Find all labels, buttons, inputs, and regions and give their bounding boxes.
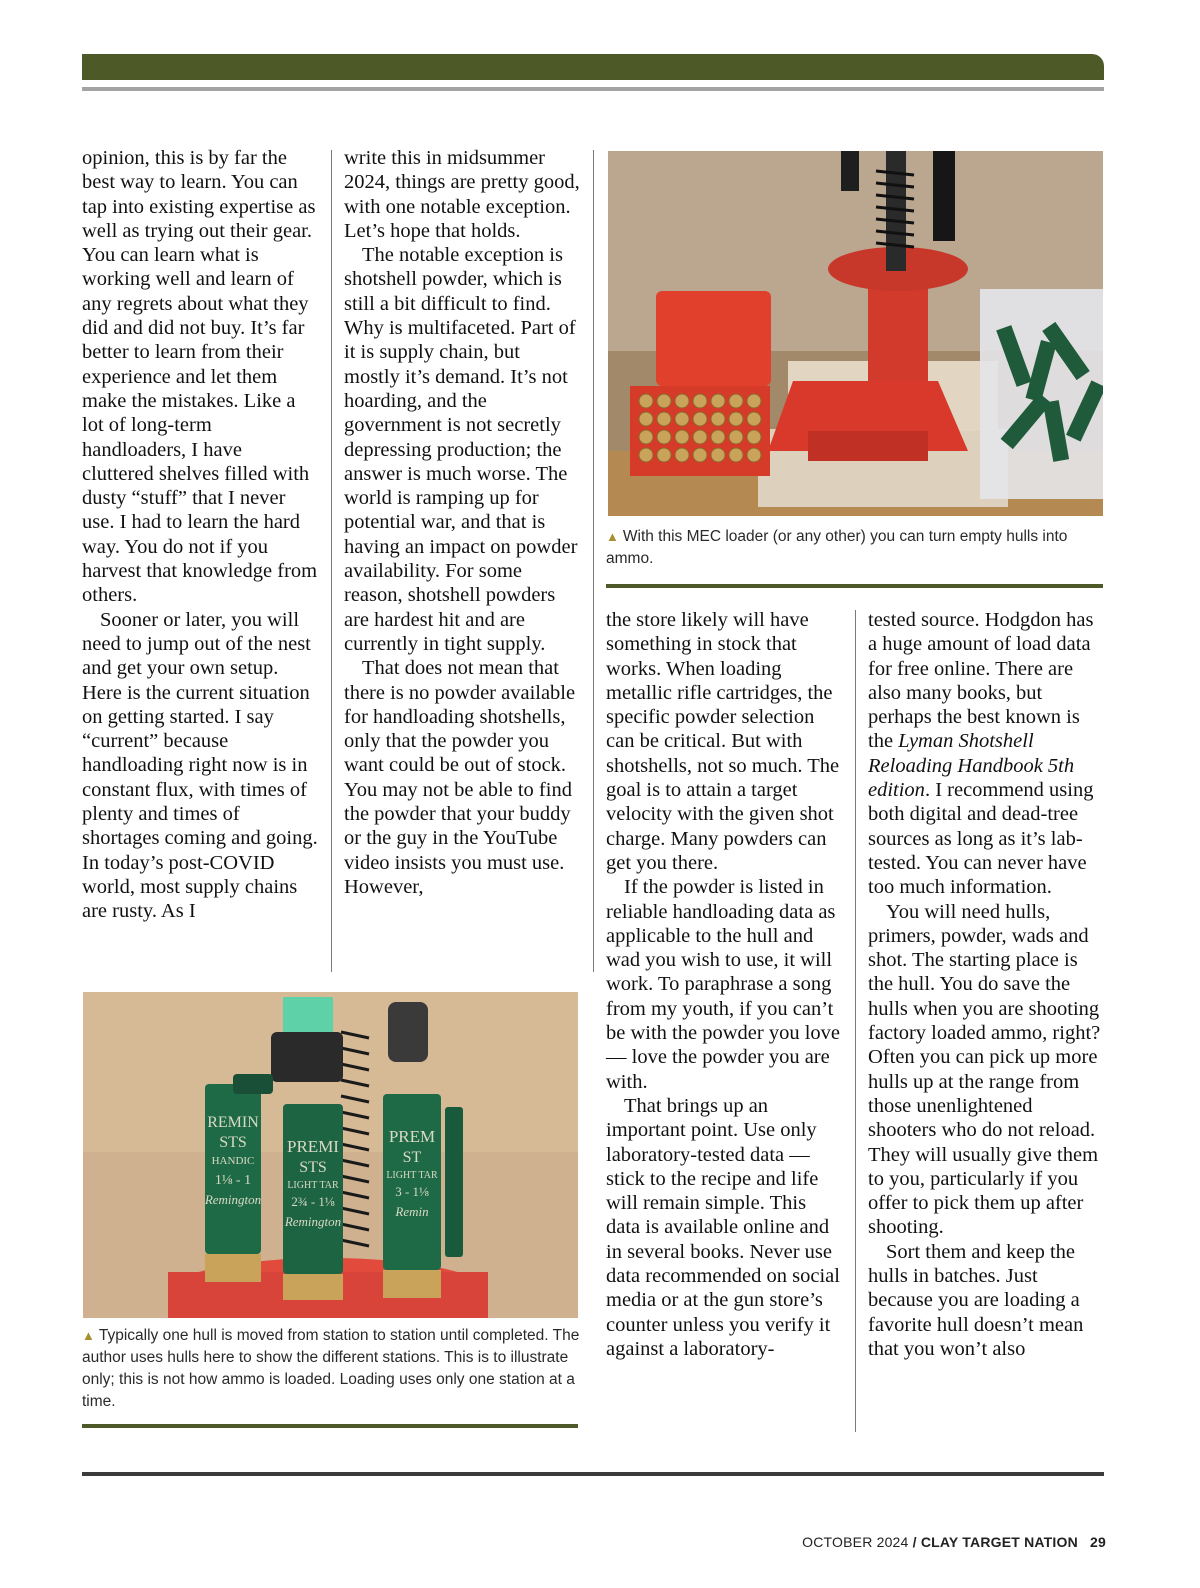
caption-rule [606,584,1103,588]
paragraph: That does not mean that there is no powder available for handloading shotshells, only that the powder you want could be out of stock. You may not be able to find the powder that your buddy or the guy in the YouTube video insists you must use. However, [344,657,576,898]
hull-label: Remington [204,1192,262,1207]
caption-text: Typically one hull is moved from station to station until completed. The author uses hulls here to show the different stations. This is to illustrate only; this is not how ammo is loaded. Loading uses only one station at a time. [82,1327,580,1410]
paragraph [868,608,1104,900]
paragraph: You will need hulls, primers, powder, wads and shot. The starting place is the hull. You do save the hulls when you are shooting factory loaded ammo, right? Often you can pick up more hulls up at the range from those unenlightened shooters who do not reload. They will usually give them to you, particularly if you offer to pick them up after shooting. [868,900,1101,1239]
paragraph: Sort them and keep the hulls in batches. Just because you are loading a favorite hull doesn’t mean that you won’t also [868,1240,1084,1360]
magazine-name: CLAY TARGET NATION [920,1534,1078,1550]
column-divider [855,610,856,1432]
footer-separator: / [912,1534,917,1550]
article-column-4 [868,608,1104,1361]
hull-stations-photo [83,992,578,1318]
paragraph: That brings up an important point. Use only laboratory-tested data — stick to the recipe and life will remain simple. This data is available online and in several books. Never use data recommended on social media or at the gun store’s counter unless you verify it against a laboratory- [606,1094,840,1360]
hull-label: STS [299,1159,327,1176]
hull-label: LIGHT TAR [287,1180,339,1191]
column-divider [593,150,594,972]
hull-label: HANDIC [211,1155,255,1167]
hull-label: Remin [395,1204,429,1219]
article-column-3 [606,608,842,1361]
header-rule [82,87,1104,91]
header-band [82,54,1104,80]
hull-label: PREM [388,1127,436,1146]
hull-label: PREMI [287,1137,339,1156]
paragraph: write this in midsummer 2024, things are pretty good, with one notable exception. Let’s hope that holds. [344,147,580,242]
caption-rule [82,1424,578,1428]
page-footer [802,1534,1106,1550]
hull-label: REMIN [207,1114,259,1131]
article-column-2 [344,146,580,899]
column-divider [331,150,332,972]
paragraph-text: tested source. Hodgdon has a huge amount of load data for free online. There are also many books, but perhaps the best known is the [868,609,1094,753]
mec-loader-photo [608,151,1103,516]
paragraph: The notable exception is shotshell powder, which is still a bit difficult to find. Why is multifaceted. Part of it is supply chain, but mostly it’s demand. It’s not hoarding, and the government is not secretly depressing production; the answer is much worse. The world is ramping up for potential war, and that is having an impact on powder availability. For some reason, shotshell powders are hardest hit and are currently in tight supply. [344,244,578,655]
caption-triangle-icon: ▲ [82,1328,95,1343]
caption-text: With this MEC loader (or any other) you can turn empty hulls into ammo. [606,528,1068,567]
hull-label: 1⅛ - 1 [214,1173,252,1188]
caption-triangle-icon: ▲ [606,529,619,544]
hull-label: ST [402,1149,422,1166]
article-column-1 [82,146,318,924]
book-title: Lyman Shotshell Reloading Handbook 5th edition [868,730,1075,802]
photo-caption [82,1325,582,1413]
hull-label: STS [219,1134,247,1151]
photo-caption [606,526,1103,570]
hull-label: 3 - 1⅛ [395,1184,429,1199]
paragraph: opinion, this is by far the best way to learn. You can tap into existing expertise as well as trying out their gear. You can learn what is working well and learn of any regrets about what they did and did not buy. It’s far better to learn from their experience and let them make the mistakes. Like a lot of long-term handloaders, I have cluttered shelves filled with dusty “stuff” that I never use. I had to learn the hard way. You do not if you harvest that knowledge from others. [82,147,318,607]
paragraph: If the powder is listed in reliable handloading data as applicable to the hull and wad you wish to use, it will work. To paraphrase a song from my youth, if you can’t be with the powder you love — love the powder you are with. [606,876,840,1093]
issue-date: OCTOBER 2024 [802,1534,909,1550]
hull-label: Remington [284,1214,342,1229]
hull-label: LIGHT TAR [386,1170,438,1181]
paragraph: Sooner or later, you will need to jump out of the nest and get your own setup. Here is the current situation on getting started. I say “current” because handloading right now is in constant flux, with times of plenty and times of shortages coming and going. In today’s post-COVID world, most supply chains are rusty. As I [82,608,318,923]
footer-rule [82,1472,1104,1476]
hull-label: 2¾ - 1⅛ [291,1194,335,1209]
page-number: 29 [1090,1534,1106,1550]
paragraph: the store likely will have something in stock that works. When loading metallic rifle cartridges, the specific powder selection can be critical. But with shotshells, not so much. The goal is to attain a target velocity with the given shot charge. Many powders can get you there. [606,609,840,874]
paragraph-text: . I recommend using both digital and dead-tree sources as long as it’s lab-tested. You can never have too much information. [868,779,1094,899]
